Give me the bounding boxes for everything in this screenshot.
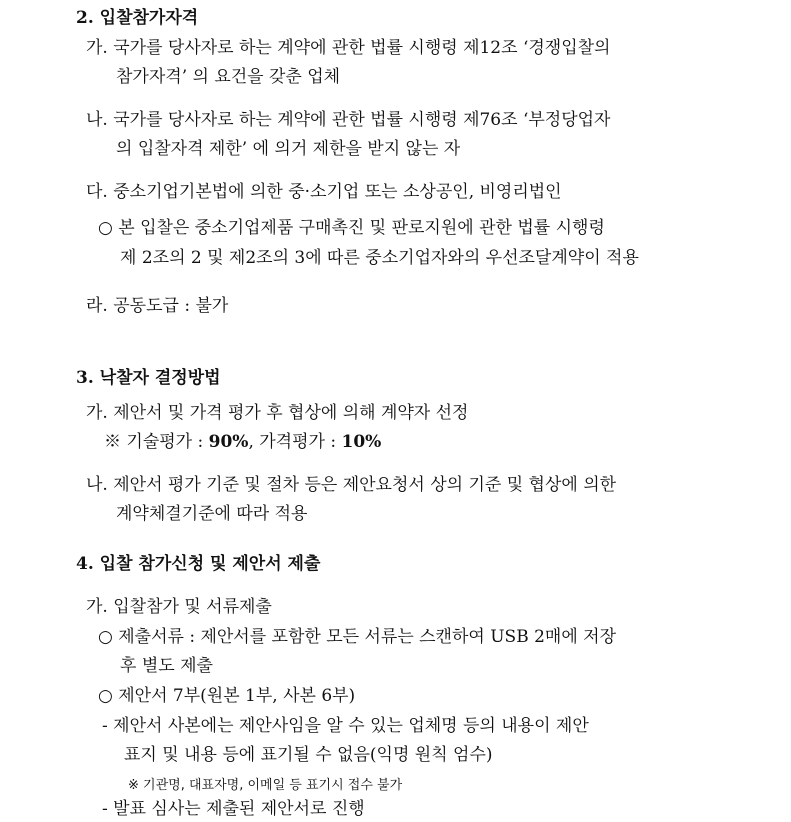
section-2-item-na-line2: 의 입찰자격 제한’ 에 의거 제한을 받지 않는 자	[116, 139, 461, 159]
section-4-dash1-note: ※ 기관명, 대표자명, 이메일 등 표기시 접수 불가	[128, 778, 403, 793]
section-2-item-da-sub-line2: 제 2조의 2 및 제2조의 3에 따른 중소기업자와의 우선조달계약이 적용	[120, 248, 639, 268]
section-3-item-ga-note	[104, 431, 381, 453]
section-3-item-ga: 가. 제안서 및 가격 평가 후 협상에 의해 계약자 선정	[86, 403, 469, 423]
price-eval-percent: 10%	[341, 432, 382, 452]
section-2-item-da: 다. 중소기업기본법에 의한 중·소기업 또는 소상공인, 비영리법인	[86, 182, 562, 202]
section-2-title: 2. 입찰참가자격	[76, 8, 199, 28]
section-4-dash1-line1: - 제안서 사본에는 제안사임을 알 수 있는 업체명 등의 내용이 제안	[102, 716, 589, 736]
section-4-item1-line1: ○ 제출서류 : 제안서를 포함한 모든 서류는 스캔하여 USB 2매에 저장	[98, 627, 617, 647]
section-4-item-ga: 가. 입찰참가 및 서류제출	[86, 597, 272, 617]
section-4-dash1-line2: 표지 및 내용 등에 표기될 수 없음(익명 원칙 엄수)	[124, 745, 493, 765]
section-3-item-na-line1: 나. 제안서 평가 기준 및 절차 등은 제안요청서 상의 기준 및 협상에 의한	[86, 475, 617, 495]
note-mid: , 가격평가 :	[248, 432, 342, 452]
section-2-item-ga-line2: 참가자격’ 의 요건을 갖춘 업체	[116, 67, 341, 87]
section-4-title: 4. 입찰 참가신청 및 제안서 제출	[76, 554, 321, 574]
tech-eval-percent: 90%	[208, 432, 249, 452]
section-2-item-ga-line1: 가. 국가를 당사자로 하는 계약에 관한 법률 시행령 제12조 ‘경쟁입찰의	[86, 38, 611, 58]
section-4-dash2: - 발표 심사는 제출된 제안서로 진행	[102, 799, 365, 819]
section-3-item-na-line2: 계약체결기준에 따라 적용	[116, 504, 308, 524]
section-2-item-da-sub-line1: ○ 본 입찰은 중소기업제품 구매촉진 및 판로지원에 관한 법률 시행령	[98, 218, 605, 238]
section-4-item1-line2: 후 별도 제출	[120, 656, 213, 676]
section-3-title: 3. 낙찰자 결정방법	[76, 368, 221, 388]
note-prefix: ※ 기술평가 :	[104, 432, 209, 452]
section-4-item2: ○ 제안서 7부(원본 1부, 사본 6부)	[98, 686, 356, 706]
section-2-item-ra: 라. 공동도급 : 불가	[86, 296, 229, 316]
section-2-item-na-line1: 나. 국가를 당사자로 하는 계약에 관한 법률 시행령 제76조 ‘부정당업자	[86, 110, 611, 130]
